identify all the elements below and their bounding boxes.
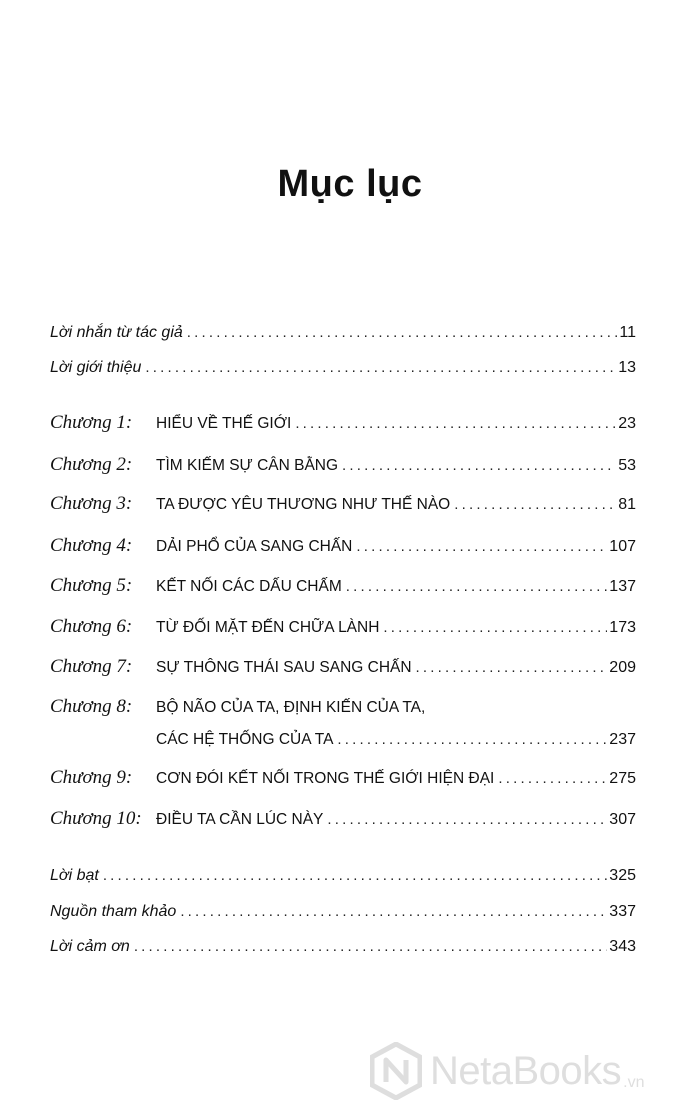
dot-leader: [346, 577, 608, 597]
toc-entry-label: Lời nhắn từ tác giả: [50, 324, 183, 341]
dot-leader: [454, 495, 616, 515]
dot-leader: [103, 866, 607, 886]
dot-leader: [295, 414, 616, 434]
chapter-title: HIỂU VỀ THẾ GIỚI: [156, 415, 292, 432]
chapter-page: 209: [609, 659, 636, 676]
dot-leader: [187, 323, 618, 343]
chapter-page: 137: [609, 578, 636, 595]
toc-entry-label: Lời cảm ơn: [50, 938, 130, 955]
page-title: Mục lục: [277, 163, 423, 205]
dot-leader: [134, 937, 607, 957]
chapter-number: Chương 2:: [50, 454, 133, 475]
toc-entry-page: 325: [609, 867, 636, 884]
chapter-page: 307: [609, 811, 636, 828]
chapter-page: 107: [609, 538, 636, 555]
chapter-number: Chương 5:: [50, 575, 133, 596]
toc-entry-acknowledgements[interactable]: [50, 937, 636, 957]
chapter-page: 173: [609, 619, 636, 636]
chapter-page: 81: [618, 496, 636, 513]
toc-chapter-7[interactable]: [50, 657, 636, 677]
chapter-number: Chương 9:: [50, 767, 133, 788]
chapter-title: CÁC HỆ THỐNG CỦA TA: [156, 731, 334, 748]
chapter-number: Chương 7:: [50, 656, 133, 677]
chapter-page: 53: [618, 457, 636, 474]
toc-entry-page: 13: [618, 359, 636, 376]
dot-leader: [356, 537, 607, 557]
chapter-title: KẾT NỐI CÁC DẤU CHẤM: [156, 578, 342, 595]
toc-entry-references[interactable]: [50, 902, 636, 922]
netabooks-watermark: [370, 1036, 690, 1106]
watermark-text: NetaBooks: [430, 1048, 622, 1093]
chapter-page: 237: [609, 731, 636, 748]
toc-chapter-1[interactable]: [50, 413, 636, 433]
chapter-number: Chương 4:: [50, 535, 133, 556]
chapter-title: SỰ THÔNG THÁI SAU SANG CHẤN: [156, 659, 412, 676]
toc-chapter-8-first-line[interactable]: [50, 697, 636, 717]
toc-entry-introduction[interactable]: [50, 358, 636, 378]
chapter-title: TA ĐƯỢC YÊU THƯƠNG NHƯ THẾ NÀO: [156, 496, 451, 513]
toc-chapter-5[interactable]: [50, 576, 636, 596]
toc-chapter-2[interactable]: [50, 455, 636, 475]
dot-leader: [383, 618, 607, 638]
toc-chapter-3[interactable]: [50, 494, 636, 514]
toc-chapter-8[interactable]: [50, 730, 636, 750]
toc-chapter-4[interactable]: [50, 536, 636, 556]
toc-entry-label: Nguồn tham khảo: [50, 903, 177, 920]
toc-entry-label: Lời giới thiệu: [50, 359, 142, 376]
chapter-number: Chương 8:: [50, 696, 133, 717]
netabooks-logo-icon: [370, 1042, 422, 1100]
chapter-title: ĐIỀU TA CẦN LÚC NÀY: [156, 811, 324, 828]
toc-entry-author-note[interactable]: [50, 323, 636, 343]
chapter-title: TỪ ĐỐI MẶT ĐẾN CHỮA LÀNH: [156, 619, 380, 636]
toc-chapter-10[interactable]: [50, 809, 636, 829]
dot-leader: [337, 730, 607, 750]
toc-entry-page: 343: [609, 938, 636, 955]
chapter-title-line1: BỘ NÃO CỦA TA, ĐỊNH KIẾN CỦA TA,: [156, 699, 426, 716]
watermark-suffix: .vn: [623, 1074, 645, 1091]
dot-leader: [416, 658, 608, 678]
toc-entry-label: Lời bạt: [50, 867, 99, 884]
dot-leader: [498, 769, 607, 789]
chapter-title: CƠN ĐÓI KẾT NỐI TRONG THẾ GIỚI HIỆN ĐẠI: [156, 770, 495, 787]
chapter-title: DẢI PHỔ CỦA SANG CHẤN: [156, 538, 353, 555]
chapter-title: TÌM KIẾM SỰ CÂN BẰNG: [156, 457, 339, 474]
toc-entry-afterword[interactable]: [50, 866, 636, 886]
dot-leader: [180, 902, 607, 922]
toc-entry-page: 337: [609, 903, 636, 920]
chapter-page: 23: [618, 415, 636, 432]
chapter-number: Chương 1:: [50, 412, 133, 433]
dot-leader: [342, 456, 616, 476]
toc-entry-page: 11: [619, 324, 636, 341]
chapter-page: 275: [609, 770, 636, 787]
chapter-number: Chương 3:: [50, 493, 133, 514]
chapter-number: Chương 10:: [50, 808, 142, 829]
chapter-number: Chương 6:: [50, 616, 133, 637]
dot-leader: [327, 810, 607, 830]
dot-leader: [145, 358, 616, 378]
toc-chapter-6[interactable]: [50, 617, 636, 637]
toc-chapter-9[interactable]: [50, 768, 636, 788]
